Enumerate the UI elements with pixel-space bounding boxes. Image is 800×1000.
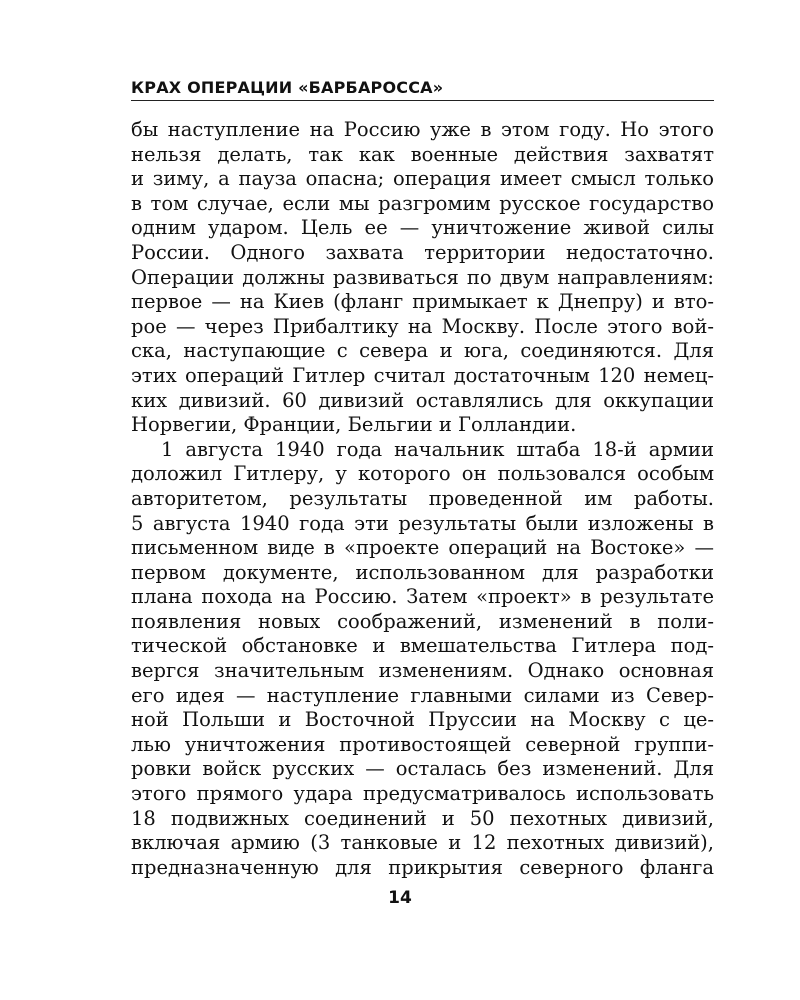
text-line: этого прямого удара предусматривалось использовать — [131, 782, 714, 806]
text-line: ска, наступающие с севера и юга, соединяются. Для — [131, 339, 714, 363]
text-line: тической обстановке и вмешательства Гитлера под- — [131, 634, 714, 658]
text-line: лью уничтожения противостоящей северной группи- — [131, 732, 714, 756]
text-line: ровки войск русских — осталась без изменений. Для — [131, 757, 714, 781]
text-line: доложил Гитлеру, у которого он пользовался особым — [131, 462, 714, 486]
text-line: Норвегии, Франции, Бельгии и Голландии. — [131, 413, 577, 437]
text-line: ной Польши и Восточной Пруссии на Москву с це- — [131, 708, 714, 732]
text-line: одним ударом. Цель ее — уничтожение живой силы — [131, 216, 714, 240]
paragraph-1 — [131, 118, 714, 438]
text-line: первое — на Киев (фланг примыкает к Днепру) и вто- — [131, 290, 714, 314]
text-line: авторитетом, результаты проведенной им работы. — [131, 486, 714, 510]
text-line: появления новых соображений, изменений в поли- — [131, 609, 714, 633]
text-line: предназначенную для прикрытия северного фланга — [131, 855, 714, 879]
text-line: первом документе, использованном для разработки — [131, 560, 714, 584]
page-body — [131, 118, 714, 880]
page-number: 14 — [388, 888, 412, 908]
text-line: 18 подвижных соединений и 50 пехотных дивизий, — [131, 806, 714, 830]
text-line: Операции должны развиваться по двум направлениям: — [131, 265, 714, 289]
text-line: нельзя делать, так как военные действия захватят — [131, 142, 714, 166]
text-line: ких дивизий. 60 дивизий оставлялись для оккупации — [131, 388, 714, 412]
text-line: в том случае, если мы разгромим русское государство — [131, 191, 714, 215]
text-line: 5 августа 1940 года эти результаты были изложены в — [131, 511, 714, 535]
paragraph-2 — [131, 438, 714, 881]
text-line: плана похода на Россию. Затем «проект» в результате — [131, 585, 714, 609]
running-header-title: КРАХ ОПЕРАЦИИ «БАРБАРОССА» — [131, 78, 444, 97]
text-line: этих операций Гитлер считал достаточным 120 немец- — [131, 363, 714, 387]
text-line: и зиму, а пауза опасна; операция имеет смысл только — [131, 167, 714, 191]
text-line: его идея — наступление главными силами из Север- — [131, 683, 714, 707]
text-line: России. Одного захвата территории недостаточно. — [131, 240, 714, 264]
text-line: бы наступление на Россию уже в этом году. Но этого — [131, 118, 714, 141]
text-line: рое — через Прибалтику на Москву. После этого вой- — [131, 314, 714, 338]
text-line: включая армию (3 танковые и 12 пехотных дивизий), — [131, 831, 714, 855]
text-line: вергся значительным изменениям. Однако основная — [131, 659, 714, 683]
text-line: 1 августа 1940 года начальник штаба 18-й армии — [161, 437, 714, 461]
running-header — [131, 74, 714, 101]
text-line: письменном виде в «проекте операций на Востоке» — — [131, 536, 714, 560]
